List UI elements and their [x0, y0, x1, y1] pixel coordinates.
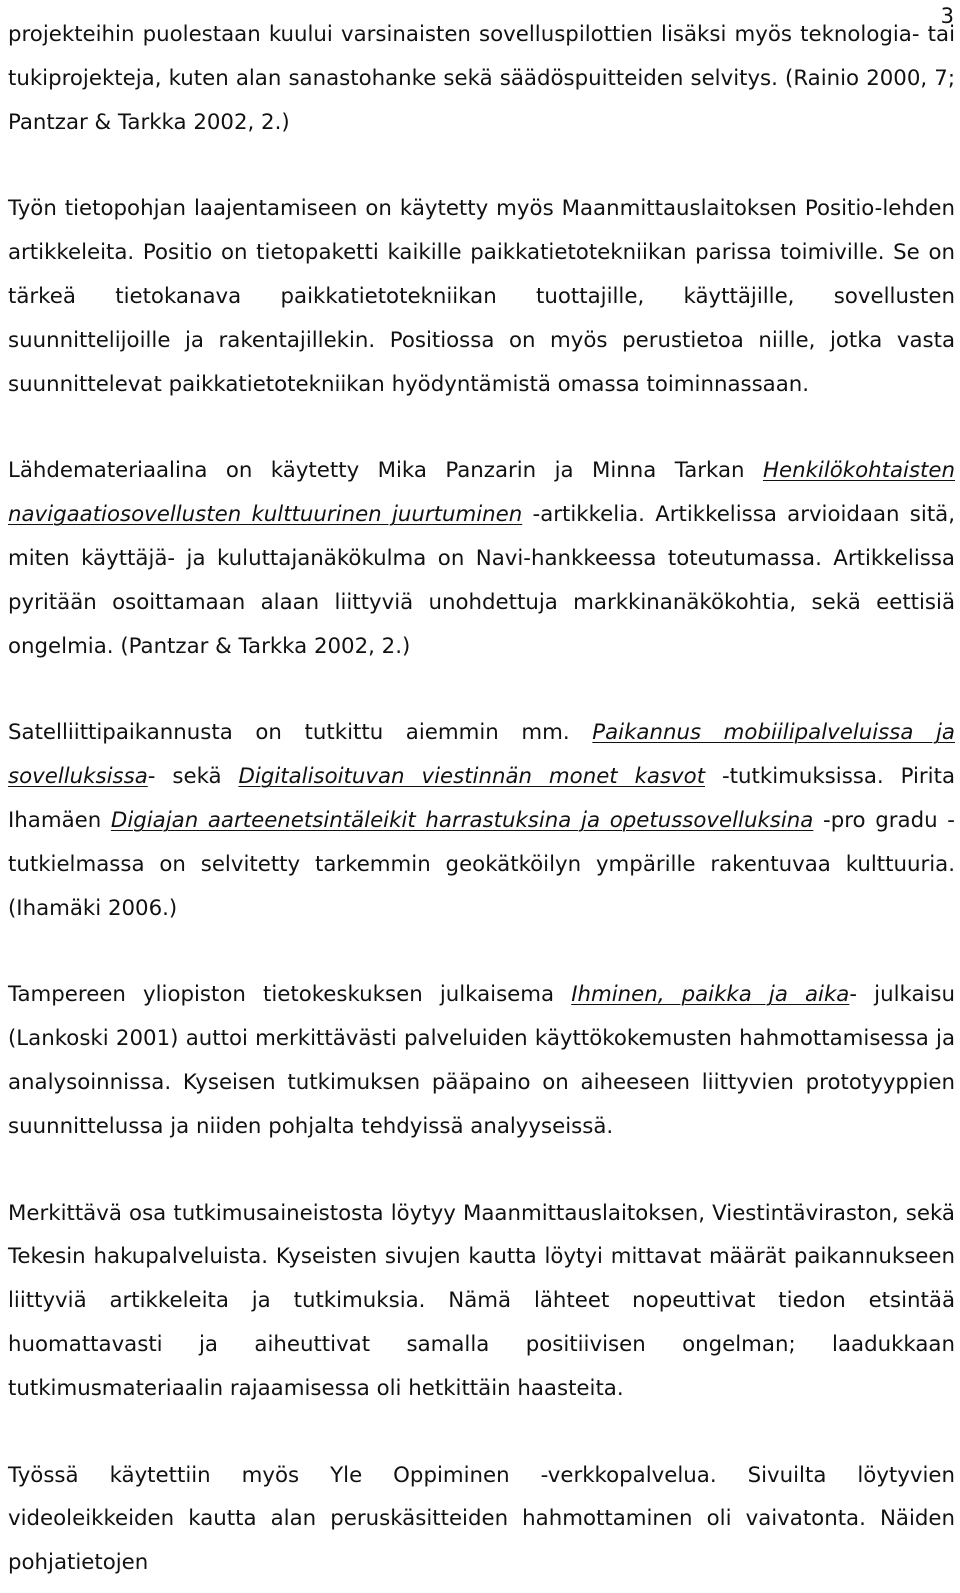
reference-title: Digiajan aarteenetsintäleikit harrastuksina ja opetussovelluksina: [110, 807, 814, 833]
reference-title: Paikannus mobiilipalveluissa ja sovelluksissa: [8, 720, 955, 790]
paragraph-text: Merkittävä osa tutkimusaineistosta löytyy Maanmittauslaitoksen, Viestintäviraston, sekä Tekesin hakupalveluista. Kyseisten sivujen kautta löytyi mittavat määrät paikannukseen liittyviä artikkeleita ja tutkimuksia. Nämä lähteet nopeuttivat tiedon etsintää huomattavasti ja aiheuttivat samalla positiivisen ongelman; laadukkaan tutkimusmateriaalin rajaamisessa oli hetkittäin haasteita.: [8, 1200, 955, 1401]
reference-title: Henkilökohtaisten navigaatiosovellusten kulttuurinen juurtuminen: [8, 458, 955, 528]
paragraph-text: - julkaisu (Lankoski 2001) auttoi merkittävästi palveluiden käyttökokemusten hahmottamisessa ja analysoinnissa. Kyseisen tutkimuksen pääpaino on aiheeseen liittyvien prototyyppien suunnittelussa ja niiden pohjalta tehdyissä analyyseissä.: [8, 982, 956, 1139]
paragraph-text: -tutkimuksissa. Pirita Ihamäen: [8, 764, 955, 833]
paragraph: [8, 13, 955, 144]
paragraph: [8, 449, 955, 668]
paragraph-text: - sekä: [147, 764, 239, 790]
reference-title: Digitalisoituvan viestinnän monet kasvot: [238, 764, 706, 790]
page-number: 3: [940, 4, 954, 28]
paragraph-text: -pro gradu -tutkielmassa on selvitetty tarkemmin geokätköilyn ympärille rakentuvaa kulttuuria. (Ihamäki 2006.): [8, 807, 955, 921]
paragraph: [8, 973, 955, 1148]
paragraph: [8, 1454, 955, 1585]
paragraph-text: Tampereen yliopiston tietokeskuksen julkaisema: [8, 982, 572, 1008]
paragraph: [8, 711, 955, 930]
reference-title: Ihminen, paikka ja aika: [571, 982, 850, 1008]
document-body: [8, 13, 955, 1585]
paragraph: [8, 187, 955, 406]
paragraph-text: -artikkelia. Artikkelissa arvioidaan sitä, miten käyttäjä- ja kuluttajanäkökulma on Navi-hankkeessa toteutumassa. Artikkelissa pyritään osoittamaan alaan liittyviä unohdettuja markkinanäkökohtia, sekä eettisiä ongelmia. (Pantzar & Tarkka 2002, 2.): [8, 502, 955, 659]
paragraph: [8, 1192, 955, 1411]
paragraph-text: Lähdemateriaalina on käytetty Mika Panzarin ja Minna Tarkan: [8, 458, 763, 484]
paragraph-text: Satelliittipaikannusta on tutkittu aiemmin mm.: [8, 720, 593, 746]
paragraph-text: Työn tietopohjan laajentamiseen on käytetty myös Maanmittauslaitoksen Positio-lehden artikkeleita. Positio on tietopaketti kaikille paikkatietotekniikan parissa toimiville. Se on tärkeä tietokanava paikkatietotekniikan tuottajille, käyttäjille, sovellusten suunnittelijoille ja rakentajillekin. Positiossa on myös perustietoa niille, jotka vasta suunnittelevat paikkatietotekniikan hyödyntämistä omassa toiminnassaan.: [8, 196, 955, 397]
paragraph-text: Työssä käytettiin myös Yle Oppiminen -verkkopalvelua. Sivuilta löytyvien videoleikkeiden kautta alan peruskäsitteiden hahmottaminen oli vaivatonta. Näiden pohjatietojen: [8, 1462, 955, 1576]
paragraph-text: projekteihin puolestaan kuului varsinaisten sovelluspilottien lisäksi myös teknologia- tai tukiprojekteja, kuten alan sanastohanke sekä säädöspuitteiden selvitys. (Rainio 2000, 7; Pantzar & Tarkka 2002, 2.): [8, 22, 955, 135]
